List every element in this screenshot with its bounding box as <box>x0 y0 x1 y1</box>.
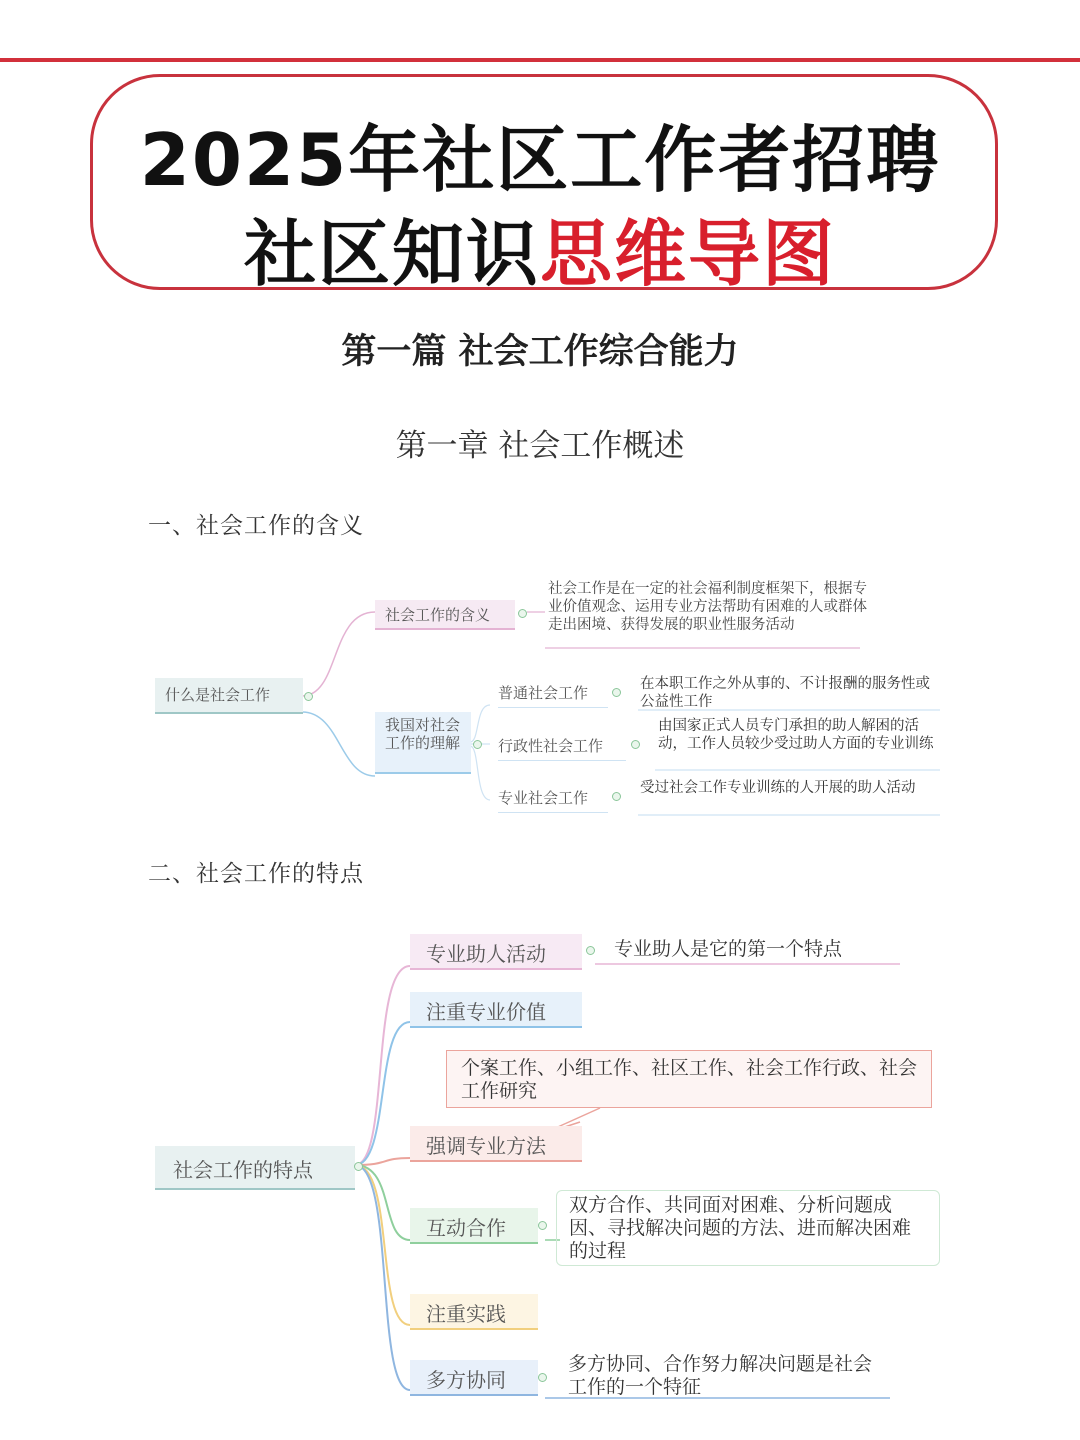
branch-meaning-label: 社会工作的含义 <box>385 606 491 624</box>
methods-callout: 个案工作、小组工作、社区工作、社会工作行政、社会工作研究 <box>446 1050 932 1108</box>
section2-heading: 二、社会工作的特点 <box>148 861 364 887</box>
branch-label: 强调专业方法 <box>426 1134 546 1158</box>
sub-ordinary-label: 普通社会工作 <box>498 684 589 702</box>
collapse-dot[interactable] <box>473 740 482 749</box>
branch-label: 专业助人活动 <box>426 942 546 966</box>
main-title: 2025年社区工作者招聘 <box>139 118 941 202</box>
collapse-dot[interactable] <box>631 740 640 749</box>
collapse-dot[interactable] <box>538 1221 547 1230</box>
collapse-dot[interactable] <box>538 1373 547 1382</box>
sub-title-red: 思维导图 <box>540 212 837 296</box>
branch-professional-methods <box>410 1126 582 1162</box>
branch-meaning <box>375 600 515 630</box>
part-title: 第一篇 社会工作综合能力 <box>341 332 739 372</box>
sub-title-black: 社区知识 <box>243 212 540 296</box>
collapse-dot[interactable] <box>612 688 621 697</box>
branch-interactive-cooperation-text: 双方合作、共同面对困难、分析问题成因、寻找解决问题的方法、进而解决困难的过程 <box>556 1190 940 1266</box>
root-features-label: 社会工作的特点 <box>173 1158 313 1182</box>
branch-multi-party-text: 多方协同、合作努力解决问题是社会工作的一个特征 <box>568 1353 873 1398</box>
section1-heading: 一、社会工作的含义 <box>148 513 364 539</box>
branch-understanding <box>375 712 471 774</box>
branch-label: 注重专业价值 <box>426 1000 546 1024</box>
sub-professional-text: 受过社会工作专业训练的人开展的助人活动 <box>640 780 916 796</box>
root-label: 什么是社会工作 <box>165 686 271 704</box>
sub-administrative-label: 行政性社会工作 <box>498 737 604 755</box>
branch-professional-helping <box>410 934 582 970</box>
branch-label: 互动合作 <box>426 1216 506 1240</box>
sub-ordinary <box>498 682 608 708</box>
branch-practice <box>410 1294 538 1330</box>
root-what-is-social-work <box>155 678 303 714</box>
branch-label: 注重实践 <box>426 1302 506 1326</box>
chapter-title: 第一章 社会工作概述 <box>395 428 685 464</box>
branch-multi-party <box>410 1360 538 1396</box>
collapse-dot[interactable] <box>304 692 313 701</box>
collapse-dot[interactable] <box>612 792 621 801</box>
branch-professional-helping-text: 专业助人是它的第一个特点 <box>614 938 843 960</box>
collapse-dot[interactable] <box>354 1162 363 1171</box>
sub-administrative <box>498 735 626 761</box>
collapse-dot[interactable] <box>586 946 595 955</box>
sub-professional-label: 专业社会工作 <box>498 789 589 807</box>
sub-administrative-text: 由国家正式人员专门承担的助人解困的活动，工作人员较少受过助人方面的专业训练 <box>658 718 934 752</box>
sub-professional <box>498 787 608 813</box>
branch-professional-values <box>410 992 582 1028</box>
branch-understanding-label: 我国对社会工作的理解 <box>385 716 461 752</box>
root-features <box>155 1146 355 1190</box>
branch-label: 多方协同 <box>426 1368 506 1392</box>
branch-interactive-cooperation <box>410 1208 538 1244</box>
collapse-dot[interactable] <box>518 609 527 618</box>
meaning-text: 社会工作是在一定的社会福利制度框架下，根据专业价值观念、运用专业方法帮助有困难的人或群体走出困境、获得发展的职业性服务活动 <box>548 581 867 633</box>
sub-ordinary-text: 在本职工作之外从事的、不计报酬的服务性或公益性工作 <box>640 676 930 710</box>
